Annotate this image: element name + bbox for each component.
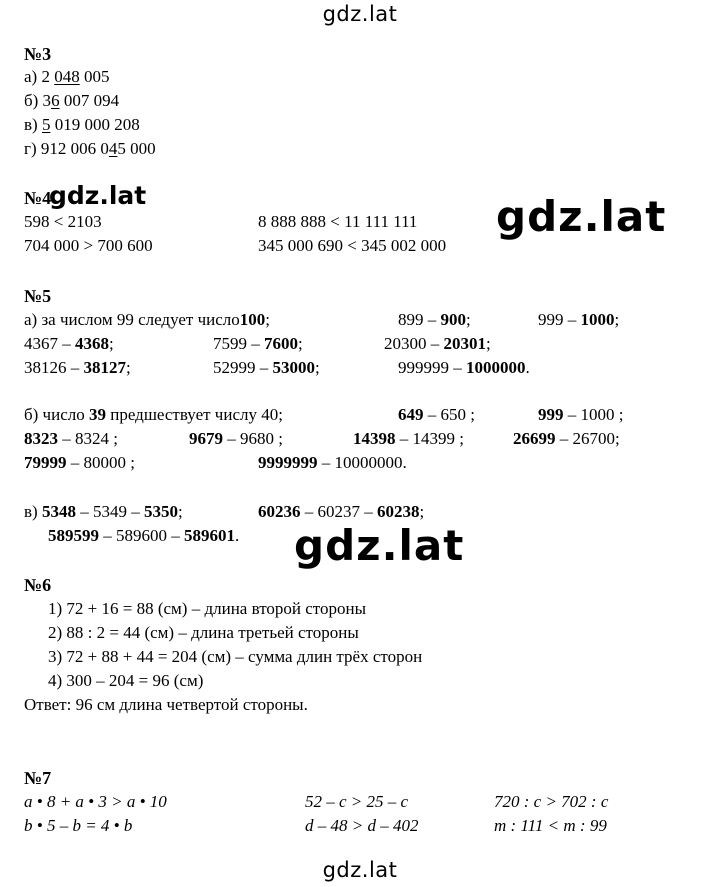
watermark-inline: gdz.lat: [49, 181, 147, 210]
task6-step-2: 2) 88 : 2 = 44 (см) – длина третьей стороны: [48, 623, 359, 642]
task5-a7: 52999 – 53000;: [213, 358, 320, 377]
task7-expr-6: m : 111 < m : 99: [494, 816, 607, 835]
task7-expr-3: 720 : c > 702 : c: [494, 792, 609, 811]
task5-b6: 26699 – 26700;: [513, 429, 620, 448]
watermark-large-center: gdz.lat: [294, 521, 465, 570]
task7-expr-1: a • 8 + a • 3 > a • 10: [24, 792, 167, 811]
watermark-top: gdz.lat: [322, 2, 398, 26]
task6-answer: Ответ: 96 см длина четвертой стороны.: [24, 695, 308, 714]
task7-expr-4: b • 5 – b = 4 • b: [24, 816, 133, 835]
task5-a1: 899 – 900;: [398, 310, 471, 329]
task4-right-1: 8 888 888 < 11 111 111: [258, 212, 418, 231]
task5-b2: 999 – 1000 ;: [538, 405, 624, 424]
task6-step-4: 4) 300 – 204 = 96 (см): [48, 671, 204, 690]
watermark-large-right: gdz.lat: [496, 192, 667, 241]
task5-b3: 8323 – 8324 ;: [24, 429, 118, 448]
task5-a8: 999999 – 1000000.: [398, 358, 530, 377]
task5-b4: 9679 – 9680 ;: [189, 429, 283, 448]
task4-left-1: 598 < 2103: [24, 212, 102, 231]
task5-a-intro: а) за числом 99 следует число100;: [24, 310, 270, 329]
task3-line-d: г) 912 006 045 000: [24, 139, 156, 158]
task5-c3: 589599 – 589600 – 589601.: [48, 526, 240, 545]
task7-expr-2: 52 – c > 25 – c: [305, 792, 409, 811]
task5-a5: 20300 – 20301;: [384, 334, 491, 353]
task5-title: №5: [24, 286, 52, 306]
task5-b8: 9999999 – 10000000.: [258, 453, 407, 472]
task5-a4: 7599 – 7600;: [213, 334, 303, 353]
task5-b5: 14398 – 14399 ;: [353, 429, 464, 448]
task4-title: №4: [24, 188, 52, 208]
task4-left-2: 704 000 > 700 600: [24, 236, 153, 255]
task6-step-3: 3) 72 + 88 + 44 = 204 (см) – сумма длин трёх сторон: [48, 647, 423, 666]
task5-b7: 79999 – 80000 ;: [24, 453, 135, 472]
task5-a6: 38126 – 38127;: [24, 358, 131, 377]
task5-c1: в) 5348 – 5349 – 5350;: [24, 502, 183, 521]
task3-title: №3: [24, 44, 52, 64]
task5-c2: 60236 – 60237 – 60238;: [258, 502, 425, 521]
watermark-bottom: gdz.lat: [322, 858, 398, 882]
task3-line-c: в) 5 019 000 208: [24, 115, 140, 134]
task5-b-intro: б) число 39 предшествует числу 40;: [24, 405, 283, 424]
task4-right-2: 345 000 690 < 345 002 000: [258, 236, 447, 255]
task6-step-1: 1) 72 + 16 = 88 (см) – длина второй стороны: [48, 599, 367, 618]
task5-b1: 649 – 650 ;: [398, 405, 475, 424]
task6-title: №6: [24, 575, 52, 595]
task3-line-a: а) 2 048 005: [24, 67, 110, 86]
task3-line-b: б) 36 007 094: [24, 91, 120, 110]
task7-title: №7: [24, 768, 52, 788]
task7-expr-5: d – 48 > d – 402: [305, 816, 419, 835]
task5-a2: 999 – 1000;: [538, 310, 620, 329]
task5-a3: 4367 – 4368;: [24, 334, 114, 353]
